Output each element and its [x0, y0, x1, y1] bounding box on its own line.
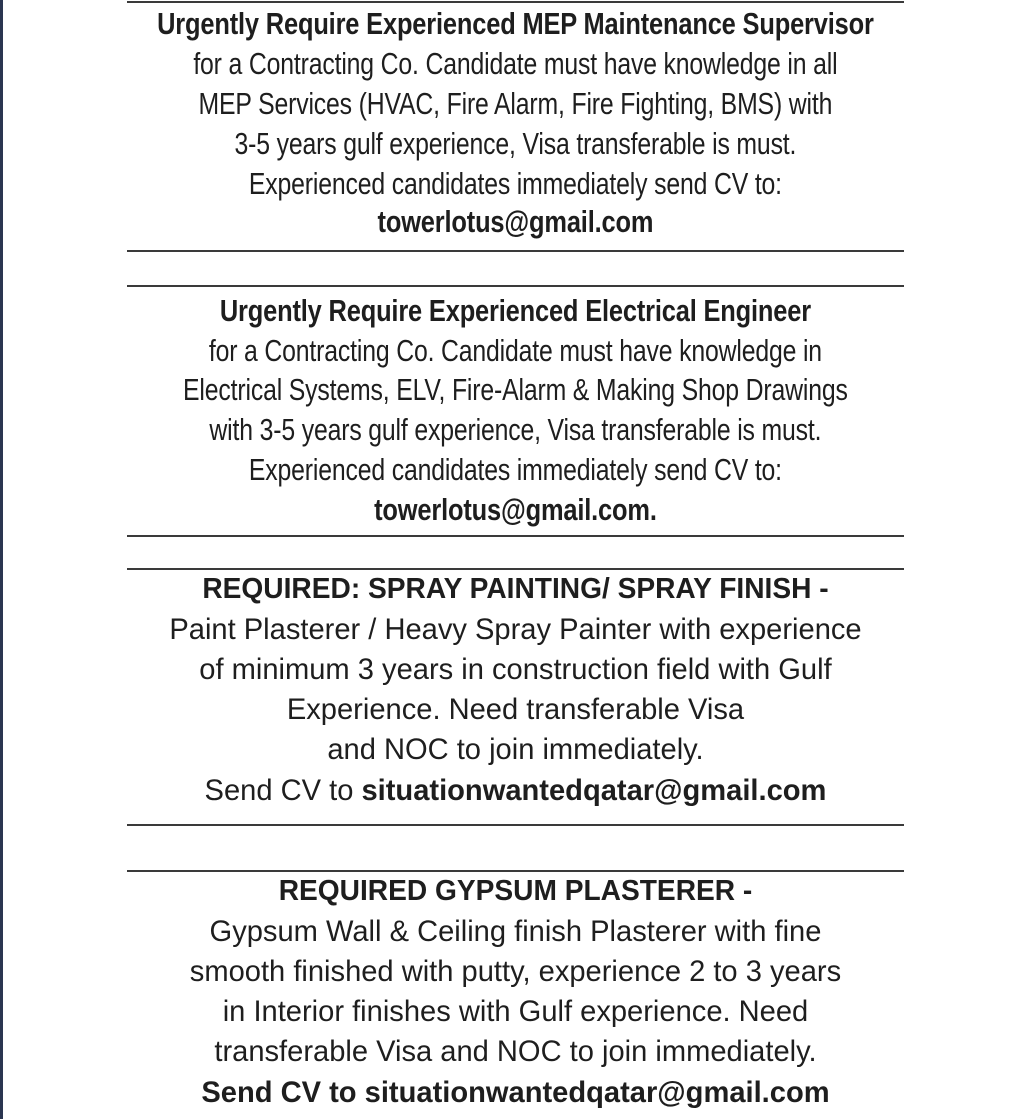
ad-text-line: for a Contracting Co. Candidate must have knowledge in all — [193, 46, 838, 81]
ad-text-line: smooth finished with putty, experience 2 to 3 years — [189, 955, 842, 988]
ad-text-line: Experience. Need transferable Visa — [286, 693, 745, 726]
ad-text-line: and NOC to join immediately. — [327, 733, 704, 766]
ad-title: REQUIRED: SPRAY PAINTING/ SPRAY FINISH - — [202, 573, 829, 605]
divider — [127, 285, 904, 287]
ad-email[interactable]: towerlotus@gmail.com — [377, 204, 654, 239]
ad-text-line: Gypsum Wall & Ceiling finish Plasterer with fine — [209, 915, 822, 948]
ad-email[interactable]: towerlotus@gmail.com. — [374, 492, 657, 527]
ad-text-line: of minimum 3 years in construction field with Gulf — [199, 653, 832, 686]
divider — [127, 250, 904, 252]
ad-text-line: MEP Services (HVAC, Fire Alarm, Fire Fighting, BMS) with — [198, 86, 833, 121]
ad-text-line: Paint Plasterer / Heavy Spray Painter with experience — [169, 613, 862, 646]
divider — [127, 1, 904, 3]
ad-email[interactable]: situationwantedqatar@gmail.com — [361, 774, 827, 807]
page-left-border — [0, 0, 3, 1119]
ad-text-line: for a Contracting Co. Candidate must have knowledge in — [208, 333, 822, 368]
ad-text-line: Electrical Systems, ELV, Fire-Alarm & Making Shop Drawings — [183, 372, 848, 407]
ad-title: REQUIRED GYPSUM PLASTERER - — [278, 875, 753, 907]
ad-text-line: with 3-5 years gulf experience, Visa transferable is must. — [209, 412, 822, 447]
send-cv-prefix: Send CV to — [201, 1076, 365, 1109]
ad-send-line — [15, 1073, 1015, 1113]
divider — [127, 824, 904, 826]
ad-title: Urgently Require Experienced MEP Maintenance Supervisor — [157, 6, 874, 41]
ad-text-line: in Interior finishes with Gulf experience. Need — [222, 995, 809, 1028]
ad-title: Urgently Require Experienced Electrical Engineer — [219, 293, 811, 328]
send-cv-prefix: Send CV to — [204, 774, 362, 807]
ad-email[interactable]: situationwantedqatar@gmail.com — [364, 1076, 830, 1109]
ad-text-line: 3-5 years gulf experience, Visa transferable is must. — [234, 126, 797, 161]
ad-send-line — [15, 771, 1015, 811]
ad-text-line: Experienced candidates immediately send CV to: — [248, 452, 782, 487]
ad-text-line: Experienced candidates immediately send CV to: — [248, 166, 782, 201]
ad-text-line: transferable Visa and NOC to join immediately. — [214, 1035, 817, 1068]
divider — [127, 535, 904, 537]
